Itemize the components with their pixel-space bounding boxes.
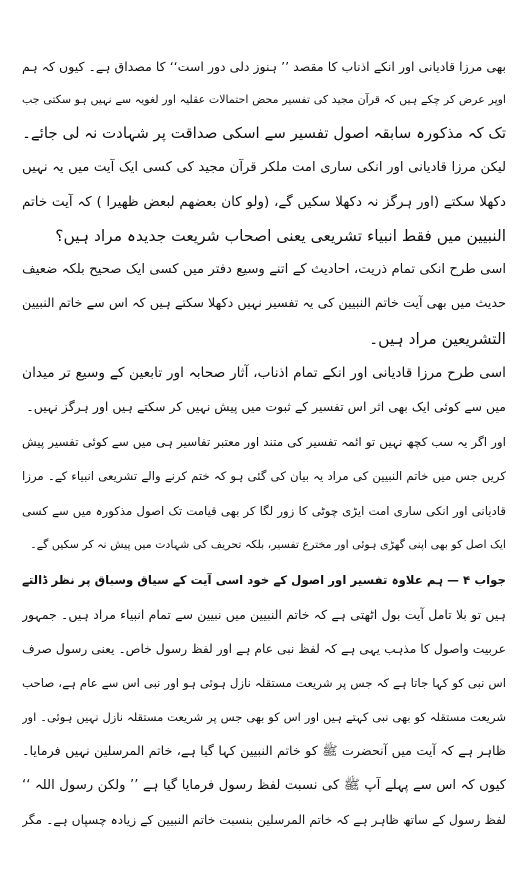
text-line-15: ایک اصل کو بھی اپنی گھڑی ہوئی اور مخترع تفسیر، بلکہ تحریف کی شہادت میں پیش نہ کر سکیں گے۔ [30,538,506,551]
text-line-6: النبیین میں فقط انبیاء تشریعی یعنی اصحاب شریعت جدیدہ مراد ہیں؟ [55,227,506,245]
text-line-14: قادیانی اور انکی ساری امت ایڑی چوٹی کا زور لگا کر بھی قیامت تک اصول مذکورہ میں سے کسی [22,504,506,518]
text-line-8: حدیث میں بھی آیت خاتم النبیین کی یہ تفسیر نہیں دکھلا سکتے ہیں کہ اس سے خاتم النبیین [22,296,506,311]
text-line-2: اوپر عرض کر چکے ہیں کہ قرآن مجید کی تفسیر محض احتمالات عقلیہ اور لغویہ سے نہیں ہو سکتی جب [22,93,506,106]
text-line-9: التشریعین مراد ہیں۔ [369,330,506,348]
text-line-21: ظاہر ہے کہ آیت میں آنحضرت ﷺ کو خاتم النبیین کہا گیا ہے، خاتم المرسلین نہیں فرمایا۔ [22,744,506,759]
text-line-10: اسی طرح مرزا قادیانی اور انکے تمام اذناب، آثار صحابہ اور تابعین کے وسیع تر میدان [22,365,506,381]
text-line-16: جواب ۴ — ہم علاوہ تفسیر اور اصول کے خود اسی آیت کے سیاق وسباق پر نظر ڈالتے [22,573,506,587]
text-line-1: بھی مرزا قادیانی اور انکے اذناب کا مقصد ’’ ہنوز دلی دور است‘‘ کا مصداق ہے۔ کیوں کہ ہم [22,59,506,74]
text-line-23: لفظ رسول کے ساتھ ظاہر ہے کہ خاتم المرسلین بنسبت خاتم النبیین کے زیادہ چسپاں ہے۔ مگر [22,813,506,827]
text-line-3: تک کہ مذکورہ سابقہ اصول تفسیر سے اسکی صداقت پر شہادت نہ لی جائے۔ [22,124,506,142]
text-line-17: ہیں تو بلا تامل آیت بول اٹھتی ہے کہ خاتم النبیین میں نبیین سے تمام انبیاء مراد ہیں۔ جمہور [22,607,506,622]
text-line-20: شریعت مستقلہ کو بھی نبی کہتے ہیں اور اس کو بھی جس پر شریعت مستقلہ نازل نہیں ہوئی۔ اور [22,710,506,724]
text-line-7: اسی طرح انکی تمام ذریت، احادیث کے اتنے وسیع دفتر میں کسی ایک صحیح بلکہ ضعیف [22,262,506,277]
text-line-4: لیکن مرزا قادیانی اور انکی ساری امت ملکر قرآن مجید کی کسی ایک آیت میں یہ نہیں [22,160,506,175]
text-line-22: کیوں کہ اس سے پہلے آپ ﷺ کی نسبت لفظ رسول فرمایا گیا ہے ’’ ولکن رسول اللہ ‘‘ [22,778,506,793]
text-line-13: کریں جس میں خاتم النبیین کی مراد یہ بیان کی گئی ہو کہ ختم کرنے والے تشریعی انبیاء کے۔ مرزا [22,469,506,483]
text-line-12: اور اگر یہ سب کچھ نہیں تو ائمہ تفسیر کی متند اور معتبر تفاسیر ہی میں سے کوئی تفسیر پیش [22,435,506,449]
urdu-text-page [22,52,506,872]
text-line-18: عربیت واصول کا مذہب یہی ہے کہ لفظ نبی عام ہے اور لفظ رسول خاص۔ یعنی رسول صرف [22,642,506,656]
text-line-11: میں سے کوئی ایک بھی اثر اس تفسیر کے ثبوت میں پیش نہیں کر سکتے ہیں اور ہرگز نہیں۔ [26,399,506,414]
text-line-19: اس نبی کو کہا جاتا ہے کہ جس پر شریعت مستقلہ نازل ہوئی ہو اور نبی اس سے عام ہے، صاحب [22,676,506,690]
text-line-5: دکھلا سکتے (اور ہرگز نہ دکھلا سکیں گے، (ولو کان بعضھم لبعض ظھیرا ) کہ آیت خاتم [22,194,506,210]
